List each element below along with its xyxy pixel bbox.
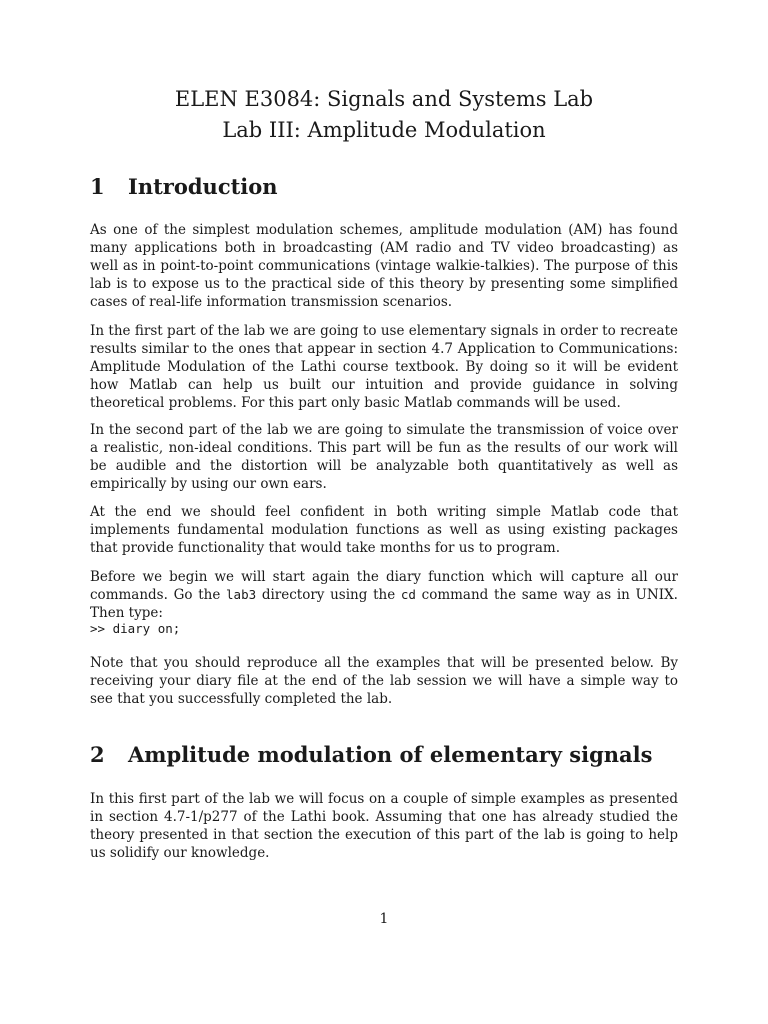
cd-command: cd — [400, 587, 416, 602]
section-heading-amplitude-modulation — [90, 742, 652, 767]
paragraph: As one of the simplest modulation schemes, amplitude modulation (AM) has found many applications both in broadcasting (AM radio and TV video broadcasting) as well as in point-to-point communications (vintage walkie-talkies). The purpose of this lab is to expose us to the practical side of this theory by presenting some simplified cases of real-life information transmission scenarios. — [90, 222, 678, 310]
section-title: Amplitude modulation of elementary signals — [128, 742, 653, 767]
diary-text-mid: directory using the — [256, 587, 401, 603]
section-heading-introduction — [90, 174, 278, 199]
paragraph: Note that you should reproduce all the examples that will be presented below. By receiving your diary file at the end of the lab session we will have a simple way to see that you successfully completed the lab. — [90, 655, 678, 707]
paragraph: In the first part of the lab we are going to use elementary signals in order to recreate results similar to the ones that appear in section 4.7 Application to Communications: Amplitude Modulation of the Lathi course textbook. By doing so it will be evident how Matlab can help us built our intuition and provide guidance in solving theoretical problems. For this part only basic Matlab commands will be used. — [90, 323, 678, 411]
lab-title: Lab III: Amplitude Modulation — [222, 118, 546, 142]
diary-text-line1: Before we begin we will start again the diary function which will capture all our commands. — [90, 569, 678, 603]
diary-text-end: command the same way as in UNIX. Then type: — [90, 587, 678, 621]
diary-text-go: Go the — [173, 587, 227, 603]
lab3-directory-name: lab3 — [226, 587, 257, 602]
paragraph: In the second part of the lab we are going to simulate the transmission of voice over a realistic, non-ideal conditions. This part will be fun as the results of our work will be audible and the distortion will be analyzable both quantitatively as well as empirically by using our own ears. — [90, 422, 678, 492]
page-number: 1 — [379, 911, 389, 927]
title-block — [0, 84, 768, 146]
paragraph: At the end we should feel confident in both writing simple Matlab code that implements fundamental modulation functions as well as using existing packages that provide functionality that would take months for us to program. — [90, 504, 678, 556]
section-number: 2 — [90, 742, 105, 767]
section-title: Introduction — [128, 174, 278, 199]
code-diary-on: >> diary on; — [90, 621, 181, 636]
diary-paragraph — [90, 568, 678, 622]
course-title: ELEN E3084: Signals and Systems Lab — [174, 87, 594, 111]
section-number: 1 — [90, 174, 105, 199]
paragraph: In this first part of the lab we will focus on a couple of simple examples as presented in section 4.7-1/p277 of the Lathi book. Assuming that one has already studied the theory presented in that section the execution of this part of the lab is going to help us solidify our knowledge. — [90, 791, 678, 861]
